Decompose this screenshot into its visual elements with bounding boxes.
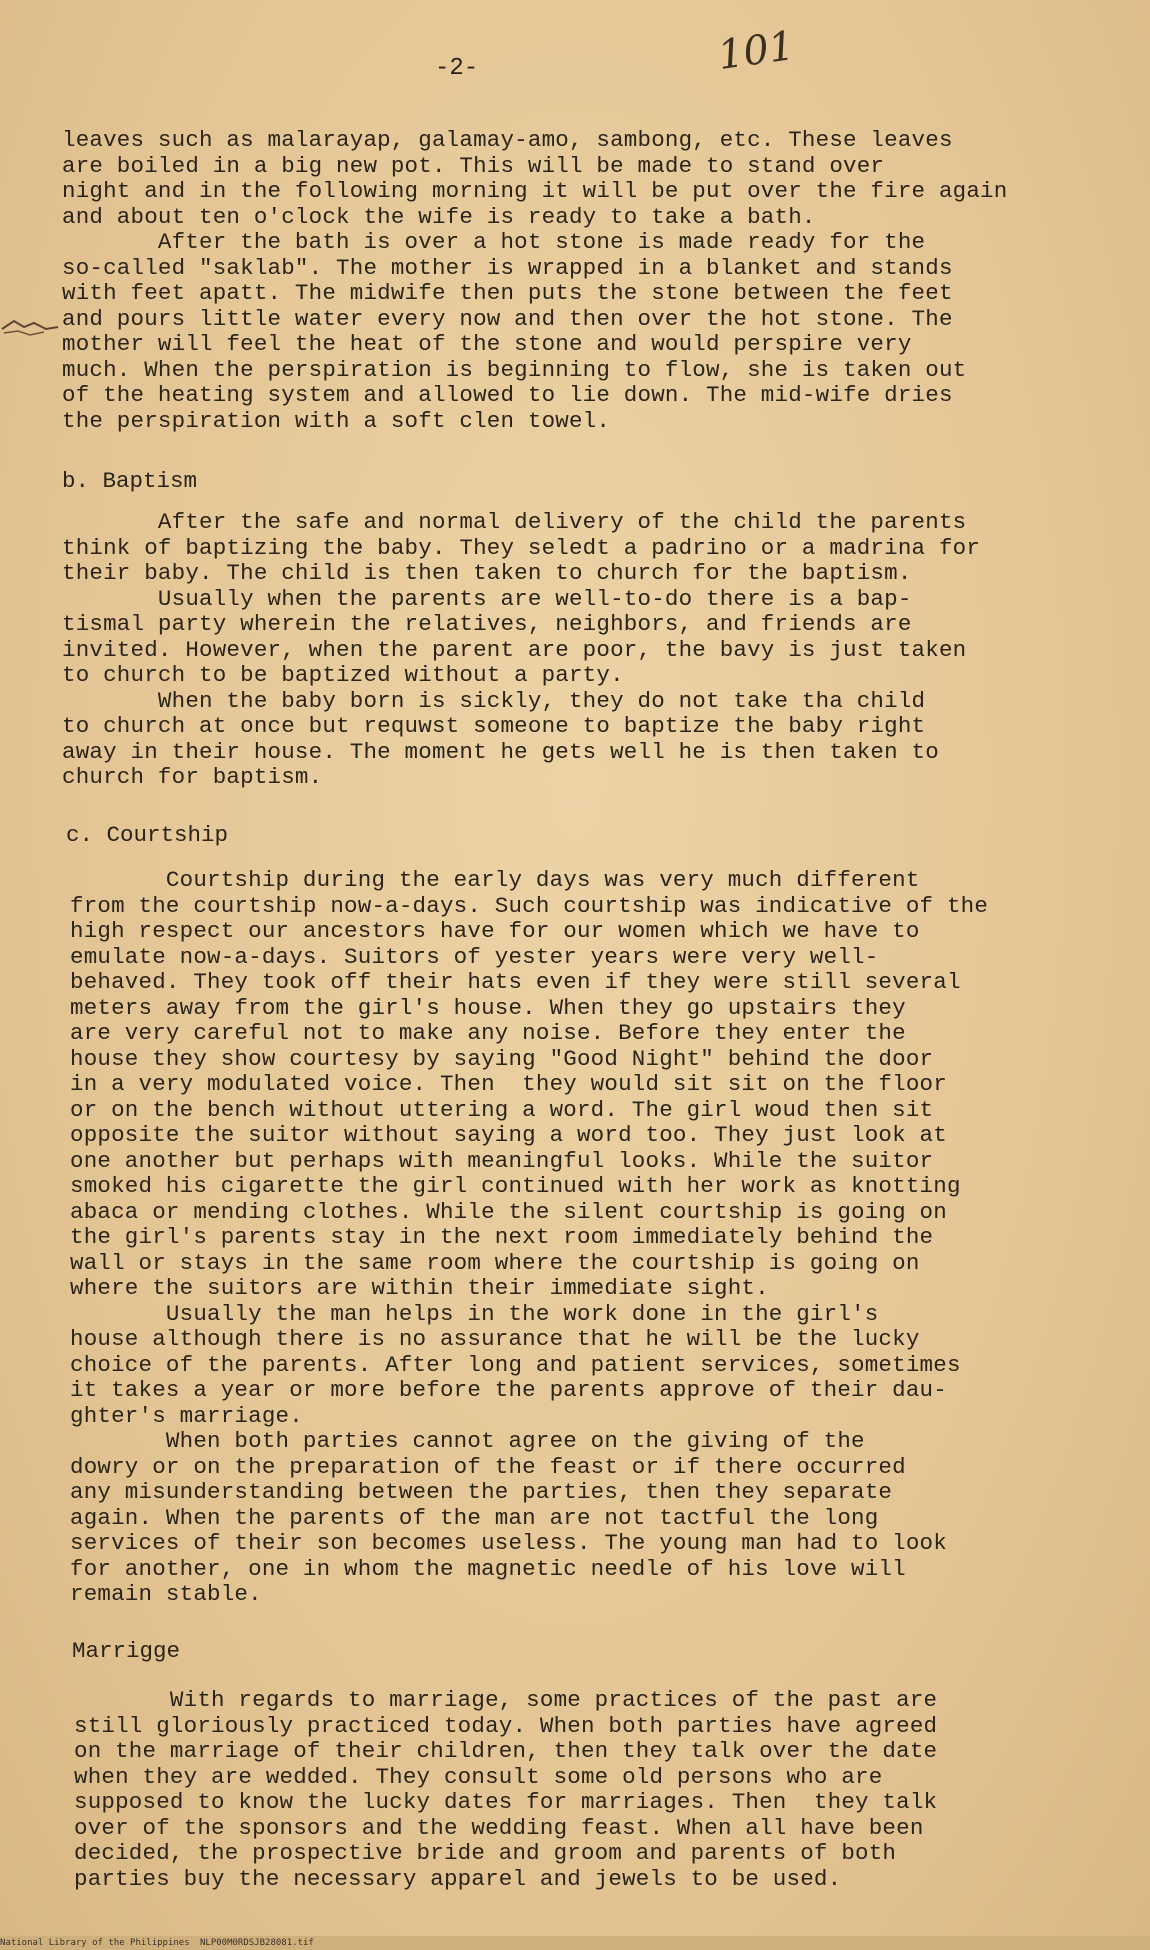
courtship-line: abaca or mending clothes. While the silent courtship is going on	[70, 1198, 947, 1225]
courtship-line: house although there is no assurance that he will be the lucky	[70, 1326, 920, 1352]
courtship-line: ghter's marriage.	[70, 1402, 303, 1429]
intro-line: After the bath is over a hot stone is made ready for the	[62, 229, 926, 255]
courtship-line: meters away from the girl's house. When they go upstairs they	[70, 994, 906, 1021]
intro-line: much. When the perspiration is beginning to flow, she is taken out	[62, 356, 967, 383]
courtship-line: it takes a year or more before the parents approve of their dau-	[70, 1377, 947, 1403]
baptism-line: Usually when the parents are well-to-do there is a bap-	[62, 585, 912, 612]
courtship-line: again. When the parents of the man are not tactful the long	[70, 1504, 879, 1531]
baptism-line: After the safe and normal delivery of the child the parents	[62, 509, 967, 535]
baptism-line: to church at once but requwst someone to baptize the baby right	[62, 713, 926, 739]
paper-tear-mark	[0, 315, 60, 339]
courtship-line: high respect our ancestors have for our women which we have to	[70, 918, 920, 944]
courtship-line: are very careful not to make any noise. Before they enter the	[70, 1020, 906, 1046]
courtship-line: any misunderstanding between the parties, then they separate	[70, 1479, 893, 1505]
baptism-line: When the baby born is sickly, they do not take tha child	[62, 687, 926, 714]
intro-line: are boiled in a big new pot. This will be made to stand over	[62, 152, 885, 179]
courtship-line: When both parties cannot agree on the giving of the	[70, 1428, 865, 1454]
page-number: -2-	[435, 55, 479, 82]
marriage-line: over of the sponsors and the wedding feast. When all have been	[74, 1814, 924, 1841]
baptism-paragraph	[62, 510, 1122, 791]
intro-line: and pours little water every now and then over the hot stone. The	[62, 305, 953, 332]
courtship-heading: c. Courtship	[66, 822, 229, 848]
marriage-line: parties buy the necessary apparel and jewels to be used.	[74, 1865, 842, 1892]
marriage-line: when they are wedded. They consult some old persons who are	[74, 1763, 883, 1790]
baptism-line: think of baptizing the baby. They seledt a padrino or a madrina for	[62, 534, 981, 561]
handwritten-page-number: 101	[715, 22, 798, 80]
courtship-line: the girl's parents stay in the next room immediately behind the	[70, 1224, 934, 1250]
courtship-line: wall or stays in the same room where the courtship is going on	[70, 1249, 920, 1276]
marriage-line: still gloriously practiced today. When both parties have agreed	[74, 1712, 938, 1739]
intro-line: mother will feel the heat of the stone and would perspire very	[62, 331, 912, 357]
intro-paragraph	[62, 128, 1122, 434]
baptism-line: tismal party wherein the relatives, neighbors, and friends are	[62, 611, 912, 637]
intro-line: and about ten o'clock the wife is ready to take a bath.	[62, 203, 816, 230]
marriage-line: decided, the prospective bride and groom and parents of both	[74, 1840, 897, 1866]
courtship-line: one another but perhaps with meaningful looks. While the suitor	[70, 1147, 934, 1174]
baptism-line: invited. However, when the parent are poor, the bavy is just taken	[62, 636, 967, 663]
marriage-paragraph	[74, 1688, 1134, 1892]
marriage-heading: Marrigge	[72, 1638, 181, 1664]
marriage-line: With regards to marriage, some practices of the past are	[74, 1687, 938, 1713]
courtship-paragraph	[70, 868, 1130, 1608]
intro-line: the perspiration with a soft clen towel.	[62, 407, 611, 434]
intro-line: of the heating system and allowed to lie down. The mid-wife dries	[62, 382, 953, 408]
courtship-line: in a very modulated voice. Then they would sit sit on the floor	[70, 1071, 947, 1097]
library-footer: National Library of the Philippines	[0, 1938, 190, 1948]
courtship-line: opposite the suitor without saying a word too. They just look at	[70, 1122, 947, 1148]
intro-line: leaves such as malarayap, galamay-amo, sambong, etc. These leaves	[62, 127, 953, 153]
courtship-line: house they show courtesy by saying "Good Night" behind the door	[70, 1045, 934, 1072]
file-id-footer: NLP00M0RDSJB28081.tif	[200, 1938, 314, 1948]
courtship-line: smoked his cigarette the girl continued with her work as knotting	[70, 1173, 961, 1199]
courtship-line: emulate now-a-days. Suitors of yester years were very well-	[70, 943, 879, 970]
baptism-line: to church to be baptized without a party.	[62, 662, 624, 688]
courtship-line: services of their son becomes useless. The young man had to look	[70, 1530, 947, 1556]
intro-line: night and in the following morning it will be put over the fire again	[62, 178, 1008, 204]
courtship-line: remain stable.	[70, 1581, 262, 1607]
courtship-line: choice of the parents. After long and patient services, sometimes	[70, 1351, 961, 1378]
marriage-line: supposed to know the lucky dates for marriages. Then they talk	[74, 1789, 938, 1815]
marriage-line: on the marriage of their children, then they talk over the date	[74, 1738, 938, 1764]
courtship-line: dowry or on the preparation of the feast or if there occurred	[70, 1453, 906, 1480]
intro-line: with feet apatt. The midwife then puts the stone between the feet	[62, 280, 953, 306]
intro-line: so-called "saklab". The mother is wrapped in a blanket and stands	[62, 254, 953, 281]
courtship-line: or on the bench without uttering a word. The girl woud then sit	[70, 1096, 934, 1123]
courtship-line: where the suitors are within their immediate sight.	[70, 1275, 769, 1301]
courtship-line: Usually the man helps in the work done in the girl's	[70, 1300, 879, 1327]
baptism-heading: b. Baptism	[62, 468, 198, 494]
courtship-line: from the courtship now-a-days. Such courtship was indicative of the	[70, 892, 989, 919]
baptism-line: their baby. The child is then taken to church for the baptism.	[62, 560, 912, 586]
baptism-line: away in their house. The moment he gets well he is then taken to	[62, 738, 939, 765]
courtship-line: for another, one in whom the magnetic needle of his love will	[70, 1555, 906, 1582]
baptism-line: church for baptism.	[62, 764, 323, 790]
courtship-line: Courtship during the early days was very much different	[70, 867, 920, 893]
courtship-line: behaved. They took off their hats even if they were still several	[70, 969, 961, 995]
